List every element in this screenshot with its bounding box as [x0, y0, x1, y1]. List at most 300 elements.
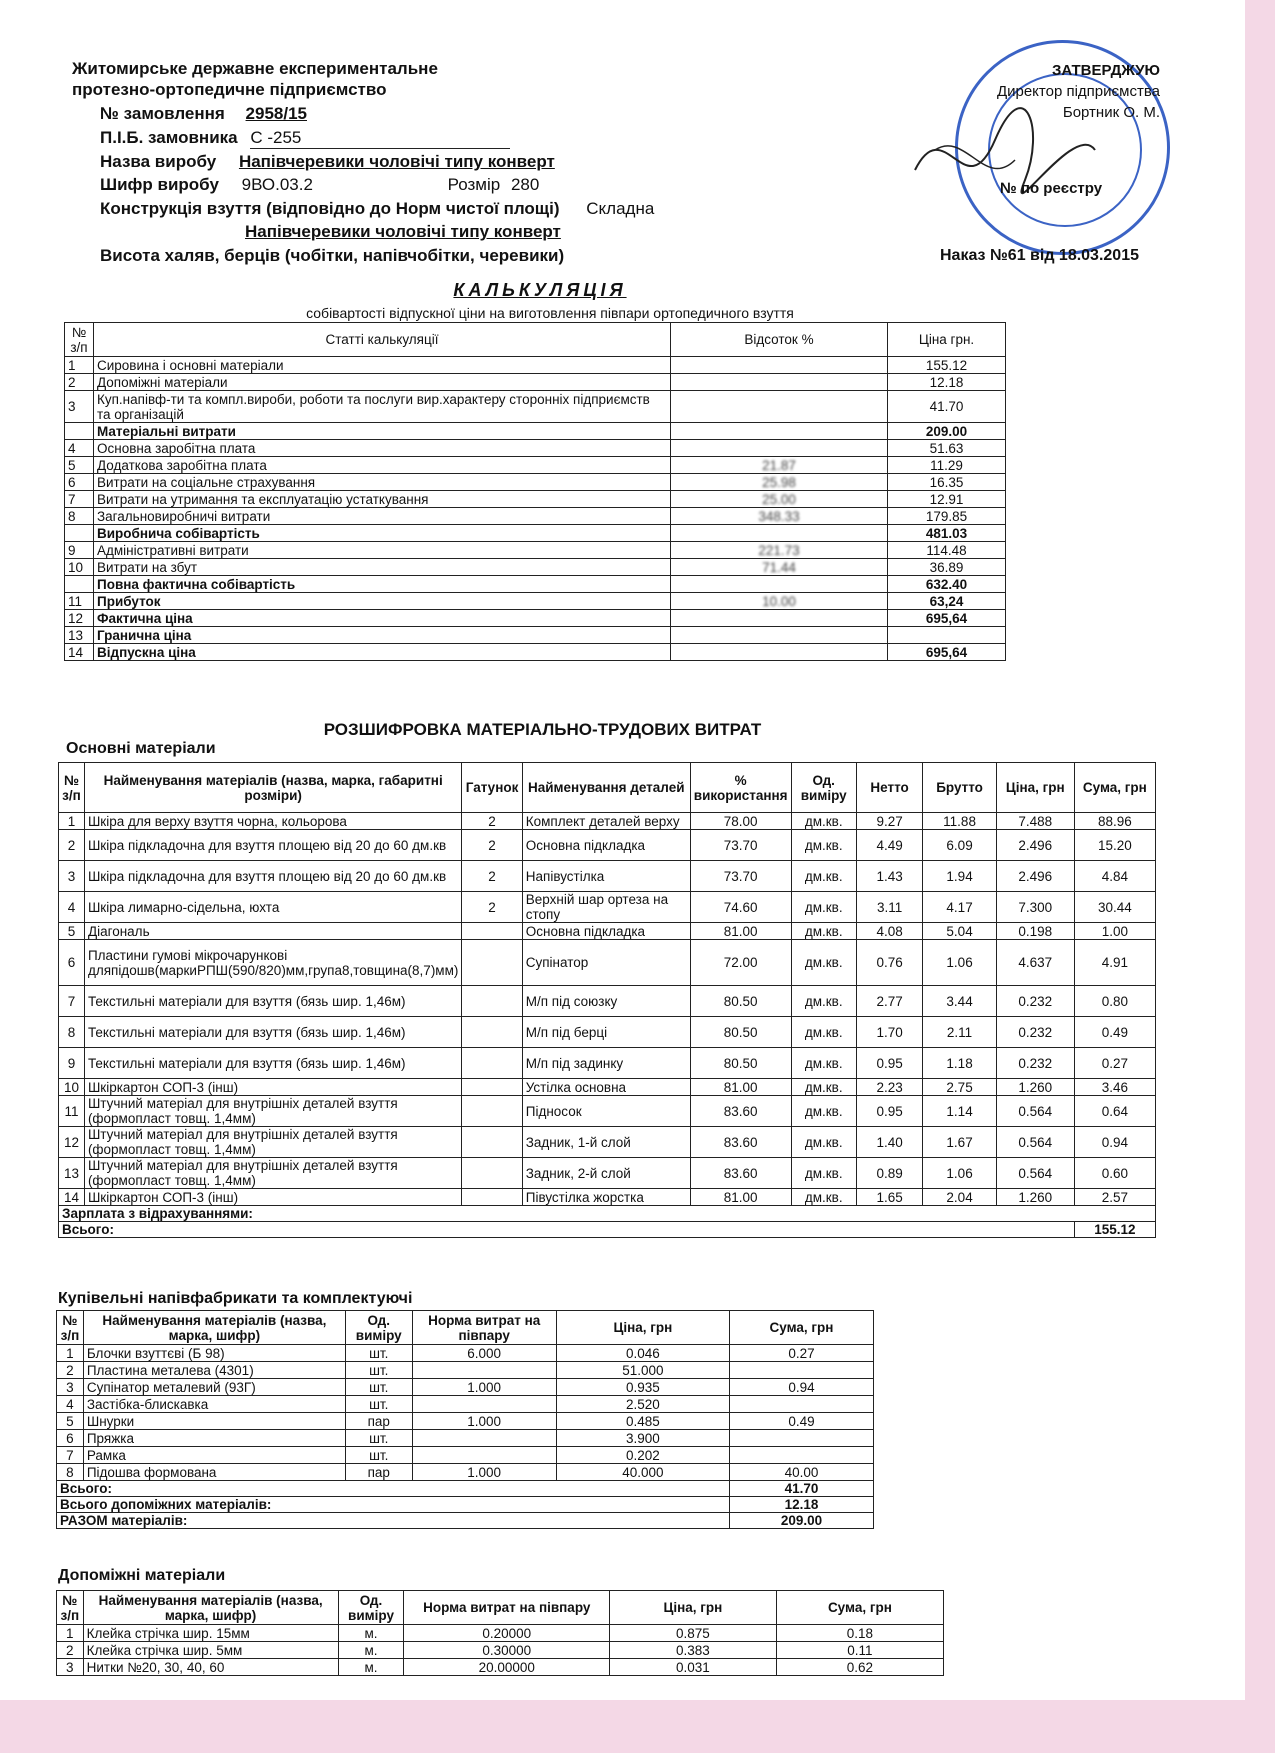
height-label: Висота халяв, берців (чобітки, напівчобітки, черевики) [100, 246, 565, 265]
table-cell: 9.27 [856, 813, 922, 830]
table-cell: пар [345, 1413, 412, 1430]
table-cell: дм.кв. [791, 1048, 856, 1079]
table-cell: Задник, 2-й слой [522, 1158, 690, 1189]
order-number-row [100, 104, 307, 124]
row-percent: 348.33 [671, 508, 888, 525]
row-item: Повна фактична собівартість [94, 576, 671, 593]
table-cell: 0.89 [856, 1158, 922, 1189]
table-cell [729, 1396, 873, 1413]
table-cell: 2 [462, 892, 522, 923]
table-cell: Штучний матеріал для внутрішніх деталей взуття (формопласт товщ. 1,4мм) [84, 1158, 461, 1189]
table-cell: Напівустілка [522, 861, 690, 892]
table-cell: 0.94 [729, 1379, 873, 1396]
table-cell [412, 1430, 556, 1447]
auxiliary-table [56, 1590, 944, 1676]
total-label: Всього: [59, 1222, 1075, 1238]
construction-row [100, 199, 654, 219]
table-row [57, 1464, 874, 1481]
row-price: 63,24 [888, 593, 1006, 610]
row-item: Прибуток [94, 593, 671, 610]
row-item: Фактична ціна [94, 610, 671, 627]
table-cell: 0.76 [856, 940, 922, 986]
col-header: Найменування матеріалів (назва, марка, шифр) [83, 1591, 338, 1625]
table-cell: Застібка-блискавка [83, 1396, 345, 1413]
table-cell: 72.00 [690, 940, 791, 986]
summary-value: 209.00 [729, 1513, 873, 1529]
table-cell: 1 [57, 1345, 84, 1362]
table-cell: 3 [57, 1659, 84, 1676]
table-cell: 4 [59, 892, 85, 923]
table-row [59, 1189, 1156, 1206]
row-no: 5 [65, 457, 94, 474]
row-price: 41.70 [888, 391, 1006, 423]
table-cell [412, 1362, 556, 1379]
table-cell: 0.62 [776, 1659, 943, 1676]
code-label: Шифр виробу [100, 175, 219, 194]
col-item: Статті калькуляції [94, 323, 671, 357]
table-cell: дм.кв. [791, 1079, 856, 1096]
row-no: 2 [65, 374, 94, 391]
col-price: Ціна грн. [888, 323, 1006, 357]
table-cell: дм.кв. [791, 1158, 856, 1189]
table-cell: Текстильні матеріали для взуття (бязь шир. 1,46м) [84, 1017, 461, 1048]
table-cell: 1.40 [856, 1127, 922, 1158]
table-row [65, 542, 1006, 559]
col-header: Нетто [856, 763, 922, 813]
row-percent: 10.00 [671, 593, 888, 610]
table-cell [462, 1079, 522, 1096]
table-cell: 0.232 [996, 1017, 1074, 1048]
table-cell: 0.18 [776, 1625, 943, 1642]
main-materials-table [58, 762, 1156, 1238]
col-header: Од. виміру [338, 1591, 404, 1625]
table-cell: пар [345, 1464, 412, 1481]
auxiliary-title: Допоміжні матеріали [58, 1567, 226, 1584]
table-cell: 1.000 [412, 1464, 556, 1481]
table-cell: 0.94 [1074, 1127, 1155, 1158]
table-cell: 2 [57, 1362, 84, 1379]
table-cell: 0.95 [856, 1048, 922, 1079]
table-cell: дм.кв. [791, 1127, 856, 1158]
table-cell: 1.94 [923, 861, 997, 892]
row-percent [671, 391, 888, 423]
table-cell: Основна підкладка [522, 830, 690, 861]
row-item: Гранична ціна [94, 627, 671, 644]
table-cell: 0.30000 [404, 1642, 610, 1659]
salary-row [59, 1206, 1156, 1222]
table-cell: 1.260 [996, 1079, 1074, 1096]
row-item: Загальновиробничі витрати [94, 508, 671, 525]
table-row [65, 576, 1006, 593]
table-cell [462, 1127, 522, 1158]
col-header: Найменування деталей [522, 763, 690, 813]
table-cell: 2 [59, 830, 85, 861]
table-row [65, 457, 1006, 474]
order-number-label: № замовлення [100, 104, 225, 123]
table-cell: 0.031 [610, 1659, 777, 1676]
row-no: 7 [65, 491, 94, 508]
table-cell: 2.57 [1074, 1189, 1155, 1206]
table-cell: 1 [57, 1625, 84, 1642]
row-percent: 71.44 [671, 559, 888, 576]
table-cell [462, 1017, 522, 1048]
row-item: Витрати на утримання та експлуатацію устаткування [94, 491, 671, 508]
table-cell: 2.496 [996, 861, 1074, 892]
col-no: № з/п [65, 323, 94, 357]
product-code: 9ВО.03.2 [241, 175, 313, 194]
col-header: Ціна, грн [556, 1311, 729, 1345]
table-cell: 3.44 [923, 986, 997, 1017]
order-number: 2958/15 [245, 104, 307, 123]
table-cell: Текстильні матеріали для взуття (бязь шир. 1,46м) [84, 986, 461, 1017]
table-cell: 73.70 [690, 861, 791, 892]
col-header: Сума, грн [729, 1311, 873, 1345]
row-no: 3 [65, 391, 94, 423]
total-value: 155.12 [1074, 1222, 1155, 1238]
construction-value: Складна [586, 199, 655, 218]
table-cell: 14 [59, 1189, 85, 1206]
approval-title: ЗАТВЕРДЖУЮ [1052, 62, 1160, 79]
table-row [59, 923, 1156, 940]
row-price: 12.18 [888, 374, 1006, 391]
table-cell: 83.60 [690, 1158, 791, 1189]
table-cell: 12 [59, 1127, 85, 1158]
col-header: Од. виміру [791, 763, 856, 813]
row-price: 481.03 [888, 525, 1006, 542]
table-cell: Текстильні матеріали для взуття (бязь шир. 1,46м) [84, 1048, 461, 1079]
row-no: 11 [65, 593, 94, 610]
table-cell: 1.06 [923, 1158, 997, 1189]
table-cell: дм.кв. [791, 830, 856, 861]
table-cell: 2 [462, 830, 522, 861]
row-item: Адміністративні витрати [94, 542, 671, 559]
table-cell: 3 [57, 1379, 84, 1396]
table-cell: 0.232 [996, 986, 1074, 1017]
row-no [65, 576, 94, 593]
table-cell: Шкіркартон СОП-3 (інш) [84, 1189, 461, 1206]
table-row [59, 830, 1156, 861]
table-cell: 5 [57, 1413, 84, 1430]
col-header: Сума, грн [776, 1591, 943, 1625]
salary-label: Зарплата з відрахуваннями: [59, 1206, 1156, 1222]
table-cell: 2.77 [856, 986, 922, 1017]
table-cell: 2.11 [923, 1017, 997, 1048]
table-cell [462, 923, 522, 940]
table-cell: 1.06 [923, 940, 997, 986]
director-position: Директор підприємства [996, 83, 1160, 100]
row-no: 14 [65, 644, 94, 661]
table-row [65, 440, 1006, 457]
row-no: 10 [65, 559, 94, 576]
table-row [59, 1096, 1156, 1127]
table-cell: Блочки взуттєві (Б 98) [83, 1345, 345, 1362]
breakdown-title: РОЗШИФРОВКА МАТЕРІАЛЬНО-ТРУДОВИХ ВИТРАТ [323, 720, 762, 739]
table-cell: Супінатор металевий (93Г) [83, 1379, 345, 1396]
summary-row [57, 1513, 874, 1529]
table-cell: 0.935 [556, 1379, 729, 1396]
org-line-2: протезно-ортопедичне підприємство [72, 80, 387, 99]
table-cell: 30.44 [1074, 892, 1155, 923]
table-cell [462, 1096, 522, 1127]
row-percent [671, 525, 888, 542]
table-cell: Діагональ [84, 923, 461, 940]
row-percent: 25.00 [671, 491, 888, 508]
table-cell [462, 986, 522, 1017]
summary-row [57, 1497, 874, 1513]
code-row [100, 175, 539, 195]
col-header: Норма витрат на півпару [404, 1591, 610, 1625]
row-percent [671, 423, 888, 440]
table-cell: шт. [345, 1396, 412, 1413]
table-row [65, 627, 1006, 644]
table-cell: 0.27 [1074, 1048, 1155, 1079]
table-row [57, 1625, 944, 1642]
table-cell: 0.485 [556, 1413, 729, 1430]
table-cell: 81.00 [690, 1079, 791, 1096]
table-row [59, 861, 1156, 892]
table-row [57, 1447, 874, 1464]
table-cell: 51.000 [556, 1362, 729, 1379]
row-price: 179.85 [888, 508, 1006, 525]
row-item: Сировина і основні матеріали [94, 357, 671, 374]
table-row [57, 1413, 874, 1430]
row-item: Основна заробітна плата [94, 440, 671, 457]
table-row [57, 1642, 944, 1659]
table-cell: м. [338, 1625, 404, 1642]
product-row [100, 152, 555, 172]
table-row [59, 940, 1156, 986]
table-cell: 3 [59, 861, 85, 892]
table-cell: 4.17 [923, 892, 997, 923]
row-percent [671, 644, 888, 661]
table-cell: Рамка [83, 1447, 345, 1464]
summary-label: РАЗОМ матеріалів: [57, 1513, 730, 1529]
customer-name: С -255 [250, 128, 510, 149]
table-row [65, 610, 1006, 627]
table-cell: 20.00000 [404, 1659, 610, 1676]
table-row [57, 1430, 874, 1447]
table-cell: Пряжка [83, 1430, 345, 1447]
table-cell: 3.46 [1074, 1079, 1155, 1096]
table-cell: 7.488 [996, 813, 1074, 830]
product-label: Назва виробу [100, 152, 217, 171]
table-row [65, 644, 1006, 661]
organization-name [72, 58, 438, 100]
table-cell: 11.88 [923, 813, 997, 830]
col-header: Найменування матеріалів (назва, марка, шифр) [83, 1311, 345, 1345]
table-cell: Нитки №20, 30, 40, 60 [83, 1659, 338, 1676]
table-cell: 0.564 [996, 1127, 1074, 1158]
table-cell: 0.64 [1074, 1096, 1155, 1127]
table-cell: 8 [57, 1464, 84, 1481]
table-cell: 1.14 [923, 1096, 997, 1127]
table-cell: 1.000 [412, 1379, 556, 1396]
table-cell: 0.80 [1074, 986, 1155, 1017]
table-cell: М/п під берці [522, 1017, 690, 1048]
table-cell: Шкіра підкладочна для взуття площею від 20 до 60 дм.кв [84, 830, 461, 861]
table-row [57, 1379, 874, 1396]
table-cell: 4 [57, 1396, 84, 1413]
row-no: 6 [65, 474, 94, 491]
table-row [65, 357, 1006, 374]
table-cell: 6.000 [412, 1345, 556, 1362]
table-cell: Супінатор [522, 940, 690, 986]
table-cell: 8 [59, 1017, 85, 1048]
customer-label: П.І.Б. замовника [100, 128, 238, 147]
table-cell: дм.кв. [791, 940, 856, 986]
purchased-table [56, 1310, 874, 1529]
table-cell: Пластина металева (4301) [83, 1362, 345, 1379]
table-cell: 0.95 [856, 1096, 922, 1127]
table-cell: 4.84 [1074, 861, 1155, 892]
table-cell: 73.70 [690, 830, 791, 861]
table-cell: 2.23 [856, 1079, 922, 1096]
table-cell [729, 1430, 873, 1447]
table-cell: Основна підкладка [522, 923, 690, 940]
summary-label: Всього допоміжних матеріалів: [57, 1497, 730, 1513]
table-cell: шт. [345, 1379, 412, 1396]
col-header: № з/п [57, 1591, 84, 1625]
table-cell: 1.70 [856, 1017, 922, 1048]
table-row [59, 813, 1156, 830]
table-cell: 0.383 [610, 1642, 777, 1659]
construction-type: Напівчеревики чоловічі типу конверт [245, 222, 561, 241]
table-cell: 0.564 [996, 1158, 1074, 1189]
row-price: 155.12 [888, 357, 1006, 374]
construction-label: Конструкція взуття (відповідно до Норм чистої площі) [100, 199, 560, 218]
summary-value: 12.18 [729, 1497, 873, 1513]
col-header: Од. виміру [345, 1311, 412, 1345]
table-cell: Підносок [522, 1096, 690, 1127]
table-cell: 6 [57, 1430, 84, 1447]
table-cell: 9 [59, 1048, 85, 1079]
table-cell: М/п під задинку [522, 1048, 690, 1079]
col-header: Брутто [923, 763, 997, 813]
row-item: Виробнича собівартість [94, 525, 671, 542]
calculation-table [64, 322, 1006, 661]
table-cell: 80.50 [690, 1048, 791, 1079]
table-cell: 4.637 [996, 940, 1074, 986]
table-cell: 2 [462, 861, 522, 892]
scan-edge-right [1245, 0, 1275, 1753]
row-no: 8 [65, 508, 94, 525]
row-no: 4 [65, 440, 94, 457]
row-no [65, 525, 94, 542]
row-price [888, 627, 1006, 644]
table-cell: 3.11 [856, 892, 922, 923]
table-cell: 15.20 [1074, 830, 1155, 861]
table-cell: 40.00 [729, 1464, 873, 1481]
table-cell: дм.кв. [791, 861, 856, 892]
table-row [65, 525, 1006, 542]
table-cell: 1 [59, 813, 85, 830]
row-percent [671, 440, 888, 457]
table-cell [462, 1189, 522, 1206]
table-cell: 0.232 [996, 1048, 1074, 1079]
row-no: 9 [65, 542, 94, 559]
table-cell: дм.кв. [791, 892, 856, 923]
row-price: 11.29 [888, 457, 1006, 474]
col-header: № з/п [59, 763, 85, 813]
row-no [65, 423, 94, 440]
row-percent [671, 357, 888, 374]
row-item: Додаткова заробітна плата [94, 457, 671, 474]
product-name: Напівчеревики чоловічі типу конверт [238, 152, 555, 171]
table-cell: дм.кв. [791, 813, 856, 830]
table-row [65, 391, 1006, 423]
table-cell: Устілка основна [522, 1079, 690, 1096]
table-cell [412, 1396, 556, 1413]
order-reference: Наказ №61 від 18.03.2015 [940, 247, 1139, 264]
table-cell: Штучний матеріал для внутрішніх деталей взуття (формопласт товщ. 1,4мм) [84, 1096, 461, 1127]
table-cell: Клейка стрічка шир. 5мм [83, 1642, 338, 1659]
table-cell: Штучний матеріал для внутрішніх деталей взуття (формопласт товщ. 1,4мм) [84, 1127, 461, 1158]
table-cell: 0.49 [729, 1413, 873, 1430]
table-cell: 5 [59, 923, 85, 940]
table-cell: 0.49 [1074, 1017, 1155, 1048]
table-cell: 0.198 [996, 923, 1074, 940]
table-cell: 6.09 [923, 830, 997, 861]
table-cell [412, 1447, 556, 1464]
table-cell: 83.60 [690, 1127, 791, 1158]
row-percent [671, 627, 888, 644]
col-header: Найменування матеріалів (назва, марка, габаритні розміри) [84, 763, 461, 813]
table-cell: шт. [345, 1447, 412, 1464]
table-cell [462, 1158, 522, 1189]
table-cell: Шкіра підкладочна для взуття площею від 20 до 60 дм.кв [84, 861, 461, 892]
org-line-1: Житомирське державне експериментальне [72, 59, 438, 78]
table-cell: 10 [59, 1079, 85, 1096]
size-label: Розмір [447, 175, 501, 194]
table-cell: 13 [59, 1158, 85, 1189]
approval-block [960, 60, 1160, 123]
col-header: Ціна, грн [610, 1591, 777, 1625]
table-row [57, 1345, 874, 1362]
table-cell: 7 [57, 1447, 84, 1464]
table-cell: 80.50 [690, 986, 791, 1017]
director-name: Бортник О. М. [1062, 104, 1160, 121]
row-price: 695,64 [888, 610, 1006, 627]
row-price: 12.91 [888, 491, 1006, 508]
table-cell: 81.00 [690, 1189, 791, 1206]
table-cell: 11 [59, 1096, 85, 1127]
row-no: 1 [65, 357, 94, 374]
table-row [59, 1048, 1156, 1079]
table-cell [462, 1048, 522, 1079]
table-cell: 1.43 [856, 861, 922, 892]
table-cell: Півустілка жорстка [522, 1189, 690, 1206]
summary-row [57, 1481, 874, 1497]
table-cell: дм.кв. [791, 986, 856, 1017]
table-cell: 0.875 [610, 1625, 777, 1642]
table-cell: дм.кв. [791, 1096, 856, 1127]
table-cell: 4.49 [856, 830, 922, 861]
row-percent: 25.98 [671, 474, 888, 491]
table-row [65, 474, 1006, 491]
table-cell: М/п під союзку [522, 986, 690, 1017]
table-cell: м. [338, 1642, 404, 1659]
table-row [65, 491, 1006, 508]
row-no: 12 [65, 610, 94, 627]
table-row [65, 423, 1006, 440]
table-cell: Шкіркартон СОП-3 (інш) [84, 1079, 461, 1096]
table-cell: 1.65 [856, 1189, 922, 1206]
row-percent [671, 610, 888, 627]
table-cell: 3.900 [556, 1430, 729, 1447]
col-header: Сума, грн [1074, 763, 1155, 813]
table-cell: Підошва формована [83, 1464, 345, 1481]
table-row [65, 559, 1006, 576]
